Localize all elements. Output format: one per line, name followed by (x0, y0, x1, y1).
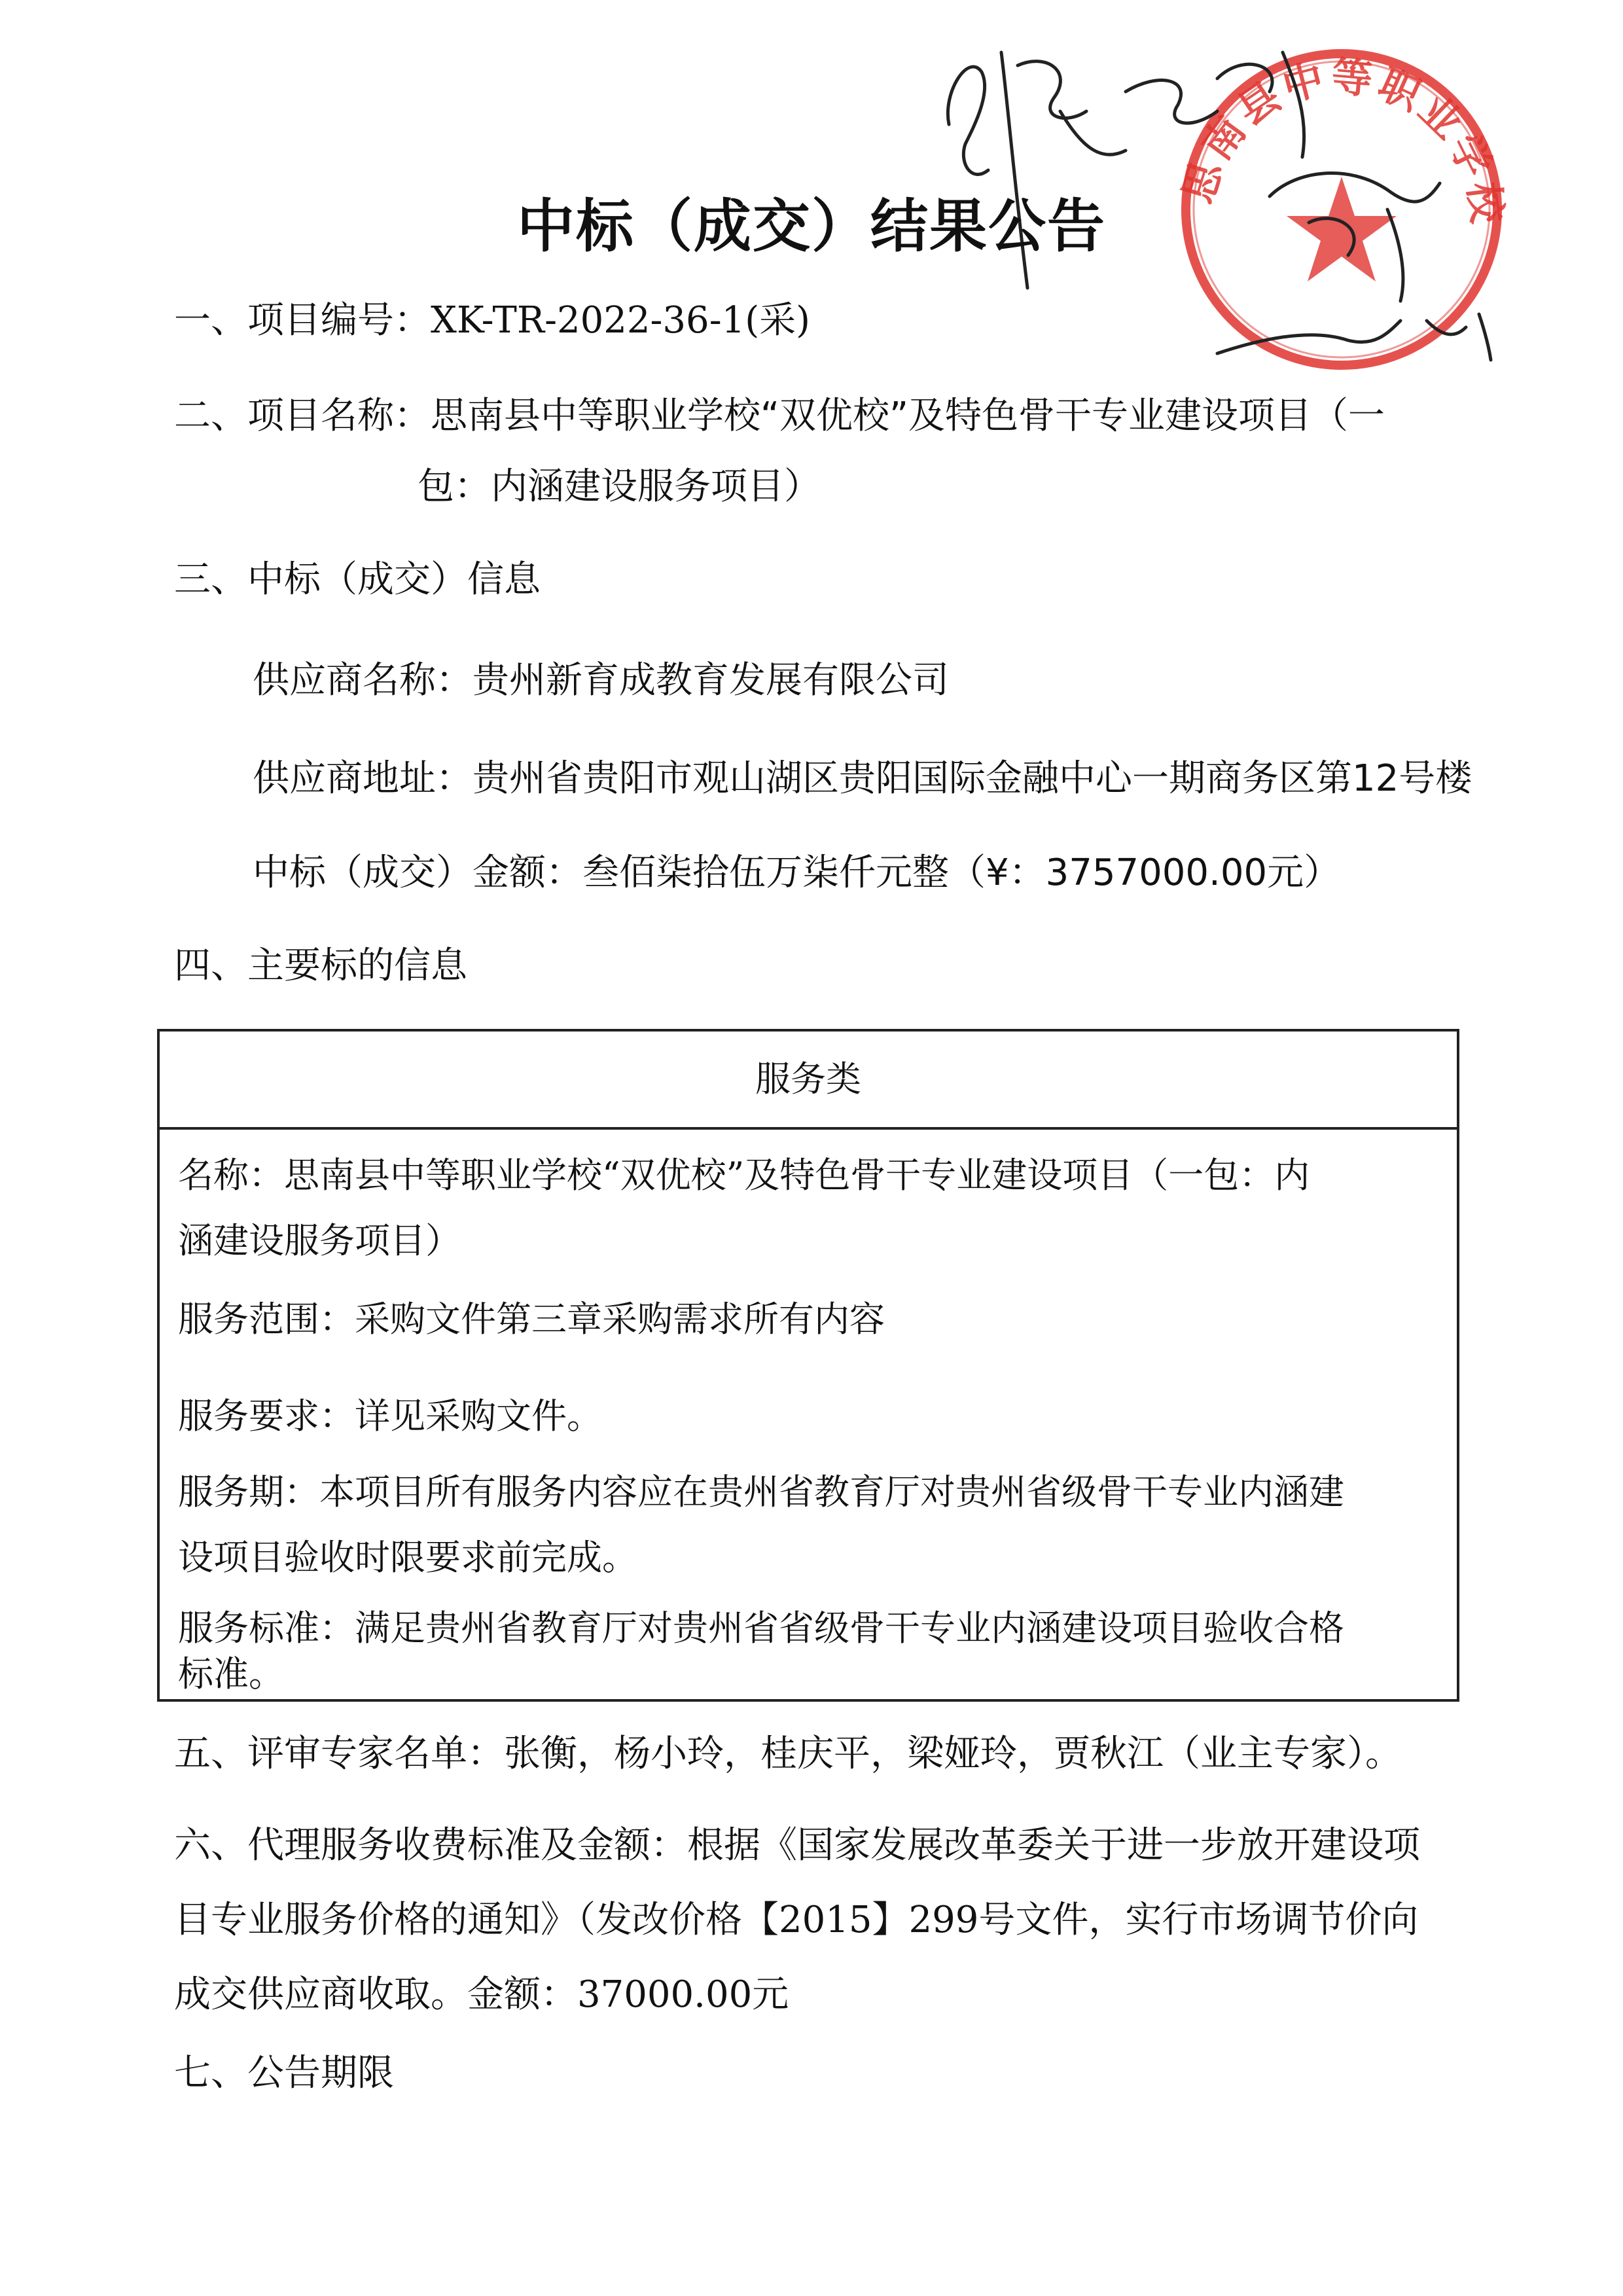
section-label: 一、项目编号： (174, 299, 431, 342)
award-amount-label: 中标（成交）金额： (253, 852, 582, 894)
table-row: 服务范围：采购文件第三章采购需求所有内容 (178, 1299, 885, 1340)
table-row: 服务期：本项目所有服务内容应在贵州省教育厅对贵州省级骨干专业内涵建 (178, 1471, 1344, 1513)
section-notice-period: 七、公告期限 (174, 2052, 394, 2094)
svg-text:思南县中等职业学校: 思南县中等职业学校 (1173, 52, 1512, 230)
agency-fee-line3: 成交供应商收取。金额：37000.00元 (174, 1973, 789, 2016)
award-amount-row (253, 847, 1340, 899)
section-label: 六、代理服务收费标准及金额： (174, 1824, 687, 1867)
supplier-name-row (253, 655, 949, 707)
agency-fee-line2: 目专业服务价格的通知》（发改价格【2015】299号文件，实行市场调节价向 (174, 1899, 1419, 1941)
supplier-name-label: 供应商名称： (253, 659, 473, 702)
section-label: 二、项目名称： (174, 395, 431, 437)
subject-info-table (157, 1029, 1459, 1702)
section-subject-info-heading: 四、主要标的信息 (174, 944, 467, 987)
table-row: 服务要求：详见采购文件。 (178, 1395, 602, 1437)
table-row: 名称：思南县中等职业学校“双优校”及特色骨干专业建设项目（一包：内 (178, 1155, 1310, 1196)
page-title: 中标（成交）结果公告 (516, 192, 1106, 260)
table-row: 服务标准：满足贵州省教育厅对贵州省省级骨干专业内涵建设项目验收合格 (178, 1607, 1344, 1649)
project-name-line1: 思南县中等职业学校“双优校”及特色骨干专业建设项目（一 (431, 395, 1385, 437)
table-row: 涵建设服务项目） (178, 1220, 461, 1261)
table-row: 标准。 (178, 1653, 284, 1695)
supplier-name-value: 贵州新育成教育发展有限公司 (473, 659, 949, 702)
section-project-name (174, 390, 1385, 442)
project-number-value: XK-TR-2022-36-1(采) (431, 299, 810, 342)
supplier-address-value: 贵州省贵阳市观山湖区贵阳国际金融中心一期商务区第12号楼 (473, 757, 1472, 800)
table-divider (160, 1127, 1457, 1130)
table-header: 服务类 (755, 1058, 861, 1100)
supplier-address-row (253, 753, 1472, 805)
award-amount-value: 叁佰柒拾伍万柒仟元整（¥：3757000.00元） (582, 852, 1341, 894)
supplier-address-label: 供应商地址： (253, 757, 473, 800)
section-award-info-heading: 三、中标（成交）信息 (174, 558, 541, 601)
project-name-line2: 包：内涵建设服务项目） (418, 465, 821, 508)
section-review-experts: 五、评审专家名单：张衡，杨小玲，桂庆平，梁娅玲，贾秋江（业主专家）。 (174, 1732, 1402, 1775)
agency-fee-line1: 根据《国家发展改革委关于进一步放开建设项 (687, 1824, 1420, 1867)
table-row: 设项目验收时限要求前完成。 (178, 1537, 637, 1578)
section-project-number (174, 295, 810, 347)
section-agency-fee (174, 1820, 1420, 1872)
